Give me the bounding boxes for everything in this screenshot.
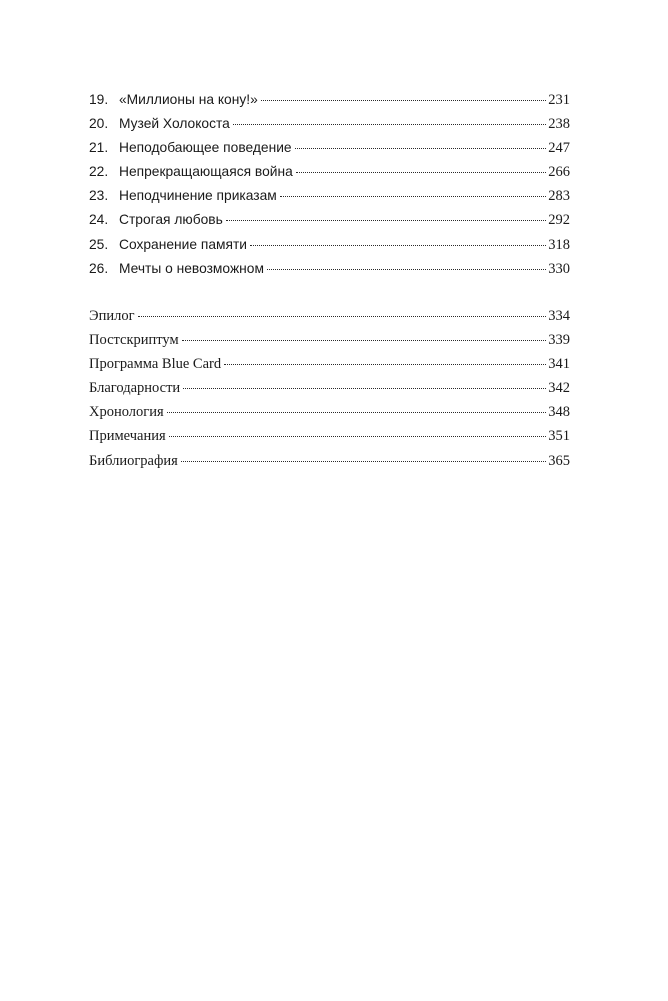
toc-entry[interactable] (89, 376, 570, 400)
toc-entry[interactable] (89, 160, 570, 184)
section-title: Программа Blue Card (89, 356, 222, 373)
chapter-number: 23. (89, 188, 109, 204)
section-title: Эпилог (89, 308, 135, 324)
dot-leader (267, 269, 546, 270)
toc-entry[interactable] (89, 328, 570, 352)
chapter-number: 26. (89, 260, 109, 276)
chapter-title: Неподчинение приказам (119, 188, 277, 204)
page-number: 231 (548, 92, 570, 108)
page-number: 247 (548, 140, 570, 157)
dot-leader (224, 364, 546, 365)
dot-leader (169, 436, 547, 437)
page-number: 341 (548, 356, 570, 373)
toc-chapters-list (89, 88, 570, 281)
dot-leader (295, 148, 547, 149)
page-number: 283 (548, 188, 570, 205)
dot-leader (167, 412, 547, 413)
toc-entry[interactable] (89, 352, 570, 376)
dot-leader (296, 172, 546, 173)
section-title: Постскриптум (89, 332, 179, 349)
toc-entry[interactable] (89, 424, 570, 448)
chapter-number: 24. (89, 212, 109, 228)
page-number: 339 (548, 332, 570, 349)
chapter-number: 20. (89, 116, 109, 132)
toc-entry[interactable] (89, 136, 570, 160)
toc-entry[interactable] (89, 208, 570, 232)
section-title: Примечания (89, 428, 166, 445)
chapter-title: Сохранение памяти (119, 236, 247, 252)
chapter-title: Музей Холокоста (119, 116, 230, 132)
dot-leader (183, 388, 546, 389)
page-number: 348 (548, 404, 570, 421)
page-number: 238 (548, 116, 570, 133)
page-number: 351 (548, 428, 570, 445)
toc-entry[interactable] (89, 449, 570, 473)
toc-entry[interactable] (89, 233, 570, 257)
section-title: Хронология (89, 404, 164, 421)
chapter-title: Строгая любовь (119, 212, 223, 228)
chapter-number: 21. (89, 140, 109, 156)
dot-leader (280, 196, 547, 197)
dot-leader (181, 461, 546, 462)
toc-entry[interactable] (89, 400, 570, 424)
page-number: 342 (548, 380, 570, 397)
dot-leader (261, 100, 547, 101)
toc-appendix-list (89, 304, 570, 473)
chapter-number: 19. (89, 92, 109, 107)
page-number: 330 (548, 260, 570, 277)
chapter-title: Мечты о невозможном (119, 260, 264, 276)
section-title: Библиография (89, 452, 178, 469)
chapter-title: Неподобающее поведение (119, 140, 292, 156)
page-number: 365 (548, 452, 570, 469)
dot-leader (233, 124, 546, 125)
toc-entry[interactable] (89, 184, 570, 208)
dot-leader (138, 316, 547, 317)
chapter-title: «Миллионы на кону!» (119, 92, 258, 107)
chapter-title: Непрекращающаяся война (119, 164, 293, 180)
dot-leader (182, 340, 547, 341)
section-title: Благодарности (89, 380, 181, 397)
chapter-number: 22. (89, 164, 109, 180)
toc-entry[interactable] (89, 304, 570, 328)
page-number: 318 (548, 236, 570, 253)
toc-entry[interactable] (89, 112, 570, 136)
page-number: 334 (548, 308, 570, 324)
toc-entry[interactable] (89, 88, 570, 112)
toc-entry[interactable] (89, 257, 570, 281)
chapter-number: 25. (89, 236, 109, 252)
page-number: 266 (548, 164, 570, 181)
page-number: 292 (548, 212, 570, 229)
dot-leader (226, 220, 546, 221)
dot-leader (250, 245, 546, 246)
